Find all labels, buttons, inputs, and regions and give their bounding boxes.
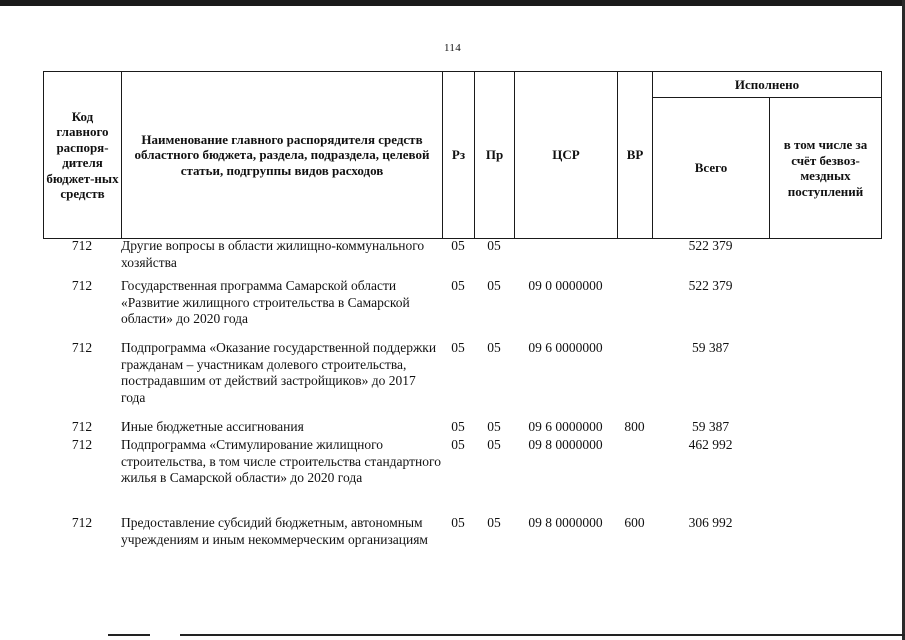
table-body [43,238,881,575]
cell-name: Иные бюджетные ассигнования [121,419,304,434]
scan-edge-top [0,0,905,6]
cell-pr: 05 [487,238,501,253]
table-row [43,278,881,340]
table-row [43,419,881,437]
cell-rz: 05 [451,437,465,452]
header-code: Код главного распоря-дителя бюджет-ных средств [44,72,122,239]
cell-free [769,419,881,437]
cell-code: 712 [71,278,93,293]
table-row [43,437,881,515]
cell-rz: 05 [451,238,465,253]
cell-total: 522 379 [688,278,733,293]
header-executed: Исполнено [653,72,882,98]
header-total: Всего [653,98,770,239]
cell-rz: 05 [451,515,465,530]
cell-total: 59 387 [691,419,730,434]
scan-edge-gap [150,633,180,637]
cell-code: 712 [71,437,93,452]
cell-csr: 09 6 0000000 [528,419,603,434]
cell-free [769,340,881,419]
cell-free [769,238,881,278]
cell-free [769,437,881,515]
page-number: 114 [444,42,461,54]
header-vr: ВР [618,72,653,239]
cell-vr [617,278,652,340]
cell-name: Подпрограмма «Стимулирование жилищного строительства, в том числе строительства стандартного жилья в Самарской области» до 2020 года [121,437,441,485]
cell-rz: 05 [451,419,465,434]
cell-csr: 09 8 0000000 [528,515,603,530]
header-free-receipts: в том числе за счёт безвоз-мездных поступлений [770,98,882,239]
table-row [43,238,881,278]
cell-name: Подпрограмма «Оказание государственной поддержки гражданам – участникам долевого строительства, пострадавшим от действий застройщиков» до 2017 года [121,340,437,405]
cell-vr: 800 [624,419,645,434]
cell-pr: 05 [487,340,501,355]
cell-pr: 05 [487,437,501,452]
cell-pr: 05 [487,419,501,434]
cell-pr: 05 [487,278,501,293]
header-name: Наименование главного распорядителя средств областного бюджета, раздела, подраздела, целевой статьи, подгруппы видов расходов [122,72,443,239]
cell-csr [514,238,617,278]
table-header [43,71,882,239]
cell-name: Предоставление субсидий бюджетным, автономным учреждениям и иным некоммерческим организациям [121,515,428,547]
cell-total: 306 992 [688,515,733,530]
table-row [43,340,881,419]
cell-code: 712 [71,515,93,530]
cell-vr [617,238,652,278]
cell-csr: 09 6 0000000 [528,340,603,355]
header-pr: Пр [475,72,515,239]
header-rz: Рз [443,72,475,239]
cell-pr: 05 [487,515,501,530]
table-row [43,515,881,575]
cell-code: 712 [71,419,93,434]
cell-code: 712 [71,238,93,253]
cell-vr: 600 [624,515,645,530]
cell-csr: 09 8 0000000 [528,437,603,452]
cell-free [769,515,881,575]
cell-vr [617,437,652,515]
cell-name: Государственная программа Самарской области «Развитие жилищного строительства в Самарской области» до 2020 года [121,278,410,326]
cell-vr [617,340,652,419]
cell-rz: 05 [451,278,465,293]
cell-rz: 05 [451,340,465,355]
header-csr: ЦСР [515,72,618,239]
cell-total: 462 992 [688,437,733,452]
cell-csr: 09 0 0000000 [528,278,603,293]
cell-name: Другие вопросы в области жилищно-коммунального хозяйства [121,238,425,270]
cell-free [769,278,881,340]
cell-total: 522 379 [688,238,733,253]
cell-total: 59 387 [691,340,730,355]
scan-edge-bottom [108,634,905,636]
cell-code: 712 [71,340,93,355]
